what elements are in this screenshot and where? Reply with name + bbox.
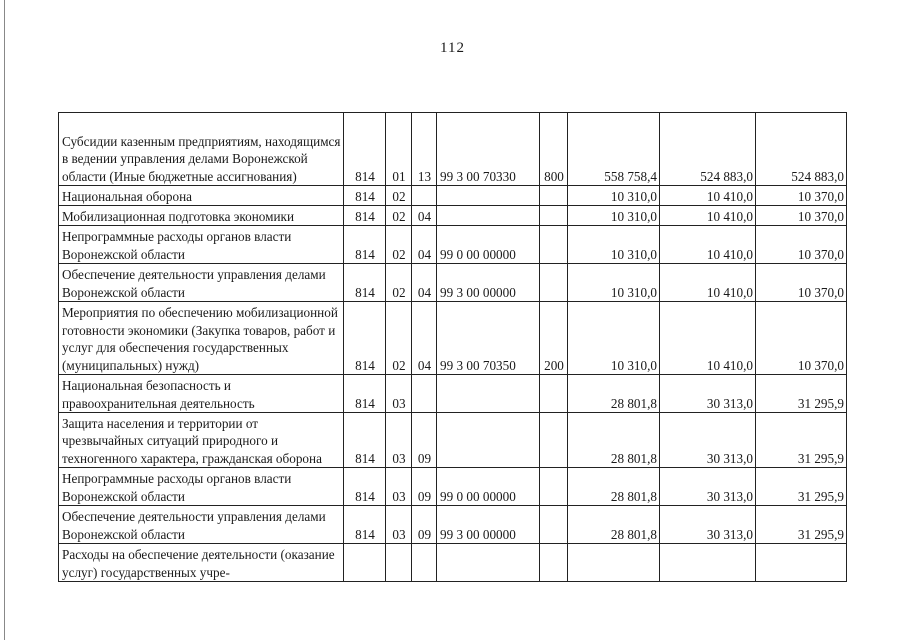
cell-pr: 04 bbox=[412, 226, 437, 264]
row-name: Непрограммные расходы органов власти Воронежской области bbox=[59, 468, 344, 506]
cell-ved: 814 bbox=[344, 302, 386, 375]
cell-vr bbox=[540, 544, 568, 582]
cell-year1: 558 758,4 bbox=[568, 113, 660, 186]
cell-csr: 99 3 00 00000 bbox=[437, 264, 540, 302]
cell-year2: 524 883,0 bbox=[660, 113, 756, 186]
row-name: Обеспечение деятельности управления делами Воронежской области bbox=[59, 264, 344, 302]
page-number: 112 bbox=[440, 40, 465, 56]
cell-rz: 03 bbox=[386, 375, 412, 413]
cell-rz: 02 bbox=[386, 206, 412, 226]
table-row bbox=[59, 302, 847, 375]
cell-year2: 10 410,0 bbox=[660, 302, 756, 375]
cell-year3: 10 370,0 bbox=[756, 186, 847, 206]
cell-year2: 30 313,0 bbox=[660, 468, 756, 506]
table-row bbox=[59, 113, 847, 186]
cell-csr: 99 3 00 00000 bbox=[437, 506, 540, 544]
cell-year1: 28 801,8 bbox=[568, 375, 660, 413]
cell-year3: 31 295,9 bbox=[756, 506, 847, 544]
cell-vr bbox=[540, 226, 568, 264]
cell-year2: 30 313,0 bbox=[660, 413, 756, 468]
row-name: Мероприятия по обеспечению мобилизационной готовности экономики (Закупка товаров, работ и услуг для обеспечения государственных (муниципальных) нужд) bbox=[59, 302, 344, 375]
budget-table bbox=[58, 112, 847, 582]
cell-vr bbox=[540, 186, 568, 206]
row-name: Мобилизационная подготовка экономики bbox=[59, 206, 344, 226]
cell-year3: 10 370,0 bbox=[756, 264, 847, 302]
cell-year3: 31 295,9 bbox=[756, 468, 847, 506]
row-name: Защита населения и территории от чрезвычайных ситуаций природного и техногенного характера, гражданская оборона bbox=[59, 413, 344, 468]
table-row bbox=[59, 506, 847, 544]
cell-ved: 814 bbox=[344, 264, 386, 302]
cell-rz bbox=[386, 544, 412, 582]
table-row bbox=[59, 413, 847, 468]
cell-rz: 02 bbox=[386, 264, 412, 302]
table-row bbox=[59, 544, 847, 582]
cell-csr: 99 3 00 70330 bbox=[437, 113, 540, 186]
cell-year2: 10 410,0 bbox=[660, 206, 756, 226]
cell-vr bbox=[540, 413, 568, 468]
cell-ved: 814 bbox=[344, 413, 386, 468]
cell-year2 bbox=[660, 544, 756, 582]
cell-year3: 10 370,0 bbox=[756, 226, 847, 264]
cell-vr: 800 bbox=[540, 113, 568, 186]
cell-pr bbox=[412, 375, 437, 413]
cell-pr: 04 bbox=[412, 206, 437, 226]
row-name: Национальная безопасность и правоохранительная деятельность bbox=[59, 375, 344, 413]
cell-year3: 31 295,9 bbox=[756, 413, 847, 468]
cell-rz: 01 bbox=[386, 113, 412, 186]
row-name: Субсидии казенным предприятиям, находящимся в ведении управления делами Воронежской области (Иные бюджетные ассигнования) bbox=[59, 113, 344, 186]
cell-csr bbox=[437, 544, 540, 582]
table-body bbox=[59, 113, 847, 582]
cell-year1: 28 801,8 bbox=[568, 413, 660, 468]
cell-year1 bbox=[568, 544, 660, 582]
cell-pr: 04 bbox=[412, 302, 437, 375]
cell-vr bbox=[540, 264, 568, 302]
cell-csr: 99 0 00 00000 bbox=[437, 226, 540, 264]
cell-year2: 30 313,0 bbox=[660, 506, 756, 544]
cell-ved: 814 bbox=[344, 468, 386, 506]
cell-pr: 09 bbox=[412, 413, 437, 468]
cell-year1: 10 310,0 bbox=[568, 186, 660, 206]
cell-year1: 10 310,0 bbox=[568, 264, 660, 302]
cell-ved: 814 bbox=[344, 113, 386, 186]
table-row bbox=[59, 468, 847, 506]
cell-year2: 10 410,0 bbox=[660, 264, 756, 302]
cell-vr bbox=[540, 506, 568, 544]
cell-rz: 03 bbox=[386, 413, 412, 468]
cell-year3: 31 295,9 bbox=[756, 375, 847, 413]
cell-rz: 02 bbox=[386, 302, 412, 375]
cell-year2: 10 410,0 bbox=[660, 186, 756, 206]
cell-ved bbox=[344, 544, 386, 582]
table-row bbox=[59, 226, 847, 264]
cell-pr: 09 bbox=[412, 506, 437, 544]
table-row bbox=[59, 206, 847, 226]
cell-pr: 04 bbox=[412, 264, 437, 302]
cell-year1: 10 310,0 bbox=[568, 226, 660, 264]
cell-rz: 02 bbox=[386, 186, 412, 206]
cell-year3: 10 370,0 bbox=[756, 302, 847, 375]
cell-rz: 03 bbox=[386, 468, 412, 506]
cell-year3: 524 883,0 bbox=[756, 113, 847, 186]
cell-ved: 814 bbox=[344, 226, 386, 264]
table-row bbox=[59, 186, 847, 206]
row-name: Расходы на обеспечение деятельности (оказание услуг) государственных учре- bbox=[59, 544, 344, 582]
scan-edge-line bbox=[4, 0, 5, 640]
cell-csr bbox=[437, 186, 540, 206]
cell-year1: 10 310,0 bbox=[568, 302, 660, 375]
cell-csr bbox=[437, 206, 540, 226]
cell-pr: 09 bbox=[412, 468, 437, 506]
cell-csr bbox=[437, 375, 540, 413]
cell-vr bbox=[540, 375, 568, 413]
cell-ved: 814 bbox=[344, 375, 386, 413]
cell-year3: 10 370,0 bbox=[756, 206, 847, 226]
cell-year3 bbox=[756, 544, 847, 582]
cell-year1: 28 801,8 bbox=[568, 506, 660, 544]
row-name: Непрограммные расходы органов власти Воронежской области bbox=[59, 226, 344, 264]
cell-year1: 28 801,8 bbox=[568, 468, 660, 506]
table-row bbox=[59, 264, 847, 302]
cell-vr bbox=[540, 468, 568, 506]
cell-ved: 814 bbox=[344, 186, 386, 206]
cell-ved: 814 bbox=[344, 206, 386, 226]
cell-csr bbox=[437, 413, 540, 468]
cell-pr: 13 bbox=[412, 113, 437, 186]
cell-vr bbox=[540, 206, 568, 226]
cell-csr: 99 0 00 00000 bbox=[437, 468, 540, 506]
cell-rz: 03 bbox=[386, 506, 412, 544]
cell-rz: 02 bbox=[386, 226, 412, 264]
table-row bbox=[59, 375, 847, 413]
cell-csr: 99 3 00 70350 bbox=[437, 302, 540, 375]
cell-year2: 30 313,0 bbox=[660, 375, 756, 413]
cell-pr bbox=[412, 186, 437, 206]
cell-pr bbox=[412, 544, 437, 582]
cell-year2: 10 410,0 bbox=[660, 226, 756, 264]
cell-year1: 10 310,0 bbox=[568, 206, 660, 226]
cell-vr: 200 bbox=[540, 302, 568, 375]
row-name: Национальная оборона bbox=[59, 186, 344, 206]
row-name: Обеспечение деятельности управления делами Воронежской области bbox=[59, 506, 344, 544]
cell-ved: 814 bbox=[344, 506, 386, 544]
